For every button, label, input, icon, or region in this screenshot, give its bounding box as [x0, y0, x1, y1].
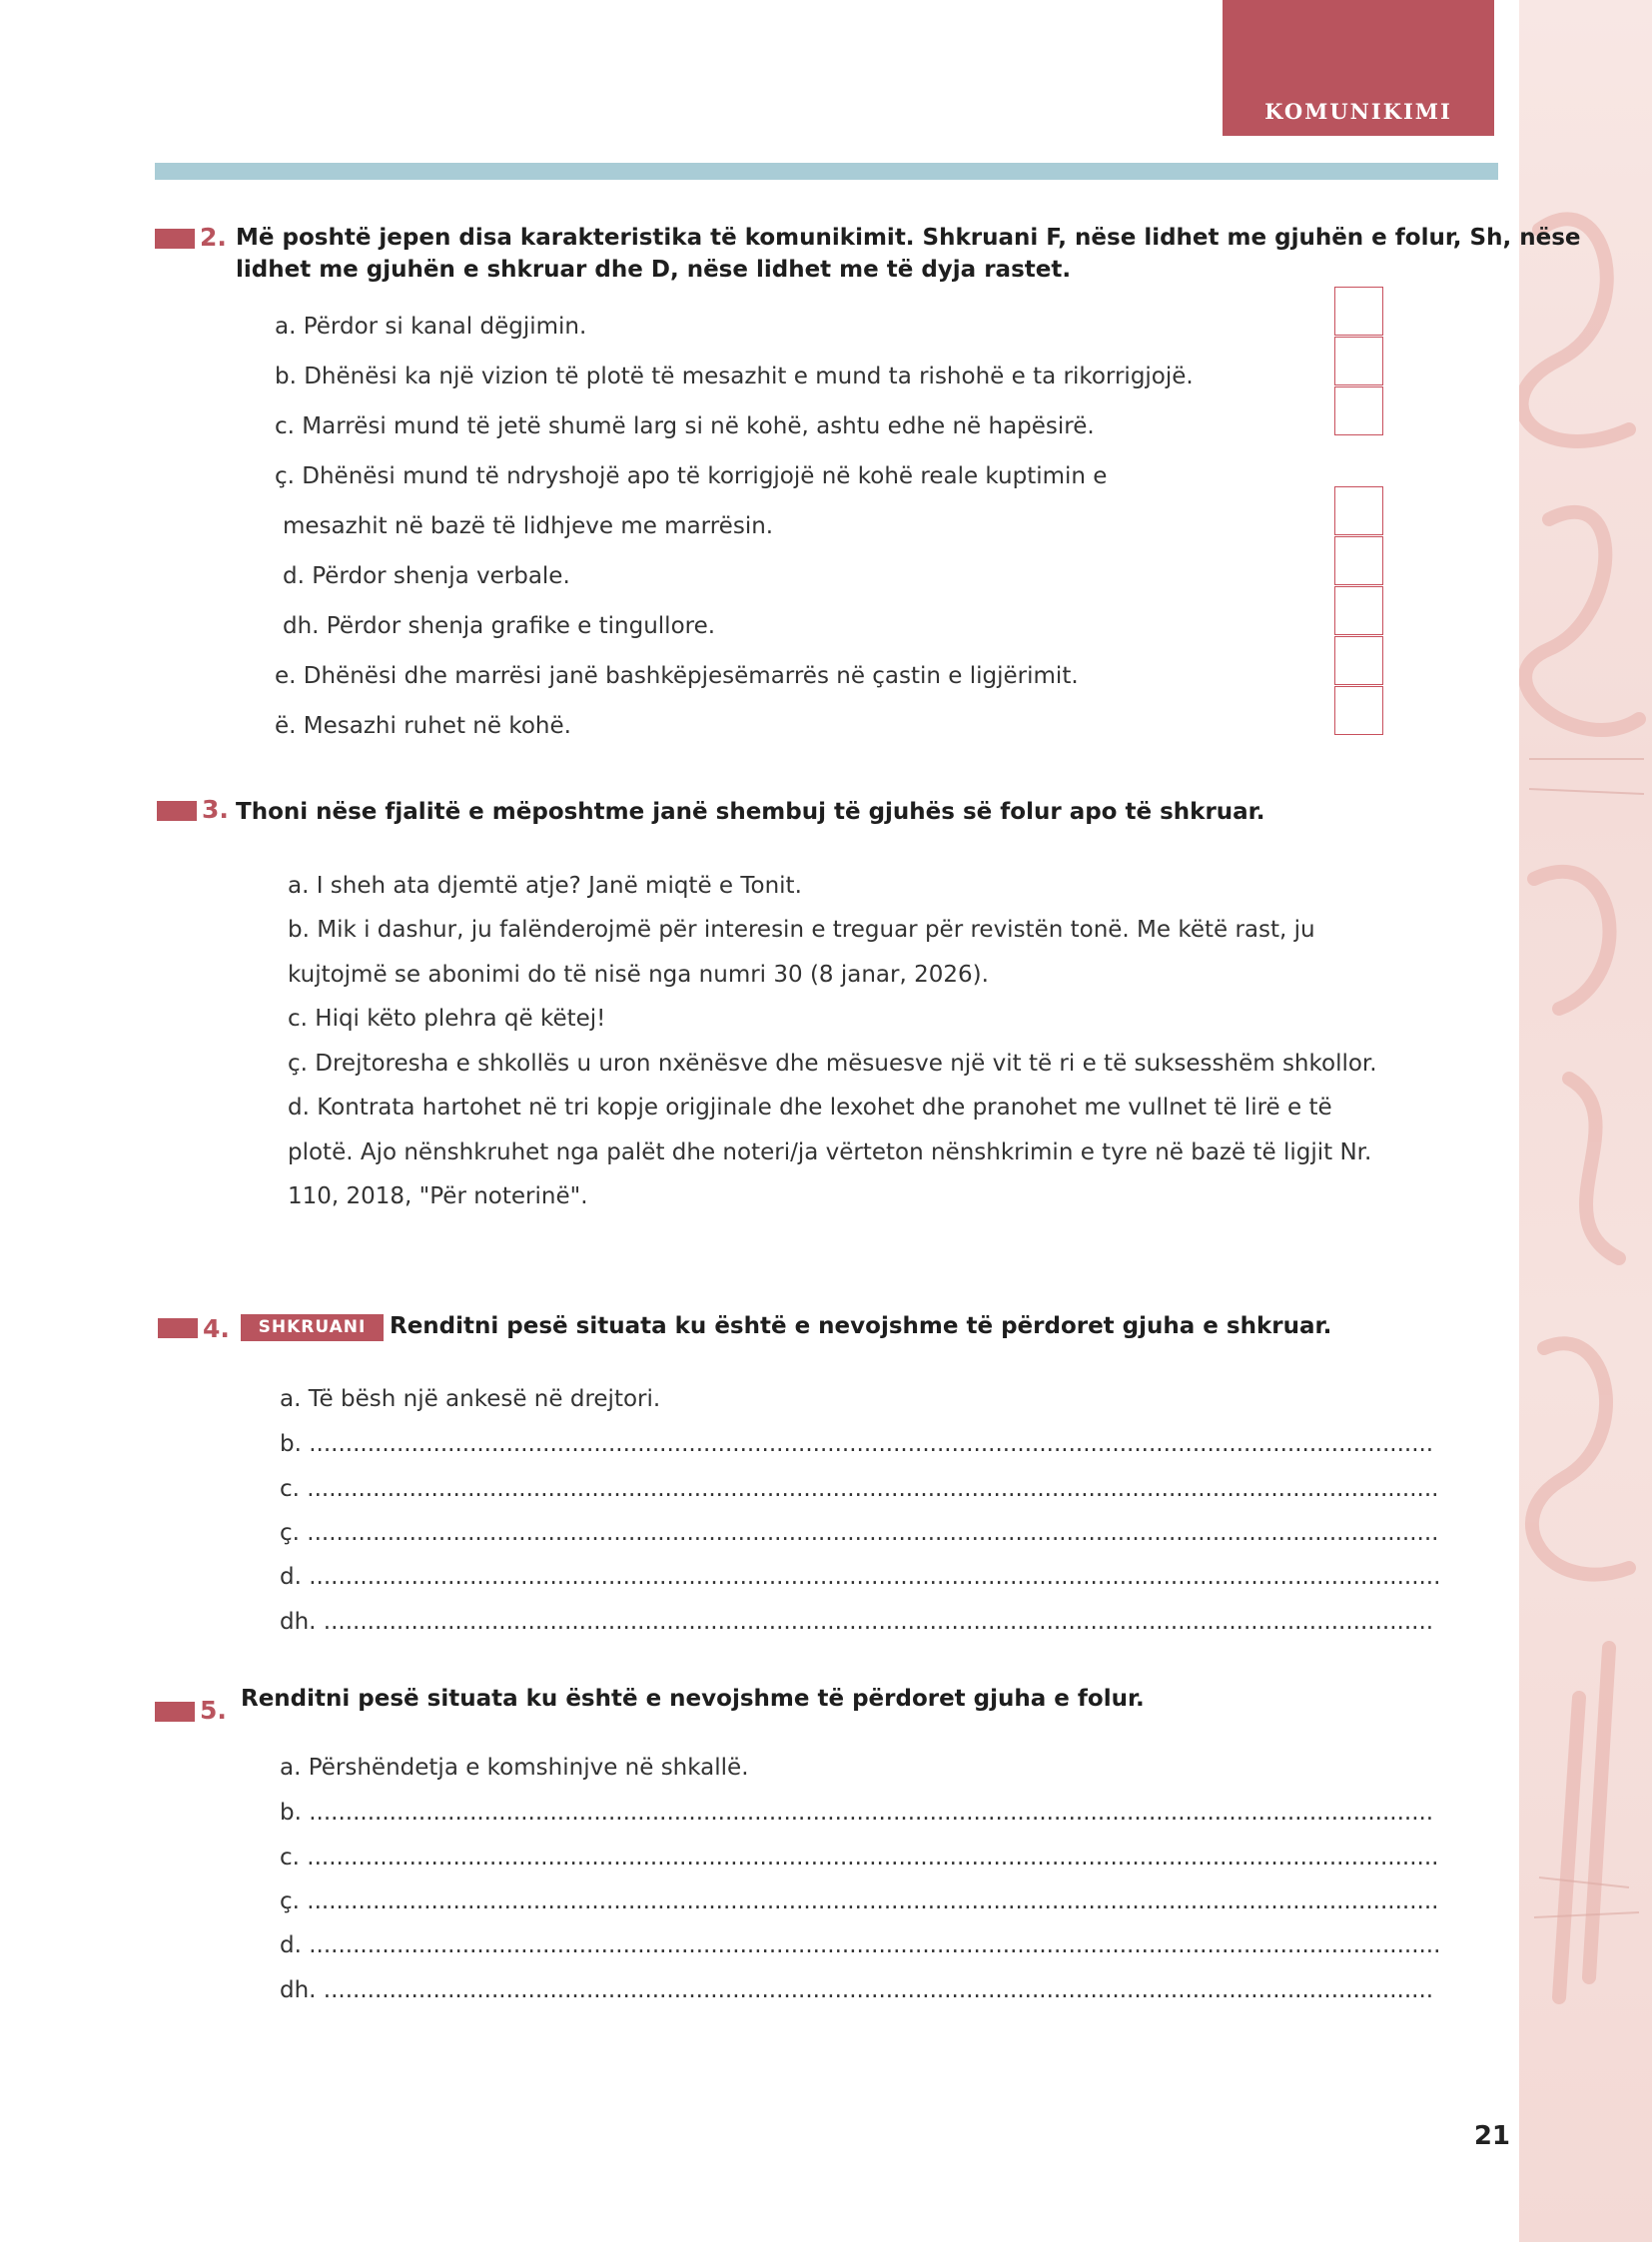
q5-line-cc[interactable]: ç. ...........................................................................................................................................................	[280, 1888, 1439, 1914]
q2-item-a: a. Përdor si kanal dëgjimin.	[275, 314, 587, 340]
q3-line-c: c. Hiqi këto plehra që këtej!	[288, 1006, 606, 1032]
q2-item-b: b. Dhënësi ka një vizion të plotë të mesazhit e mund ta rishohë e ta rikorrigjojë.	[275, 364, 1194, 389]
answer-box-e[interactable]	[1334, 636, 1383, 685]
answer-box-c[interactable]	[1334, 386, 1383, 435]
question-marker	[155, 1702, 195, 1722]
q5-line-d[interactable]: d. ...........................................................................................................................................................	[280, 1932, 1441, 1958]
q4-line-b[interactable]: b. ..........................................................................................................................................................	[280, 1431, 1434, 1457]
q4-line-dh[interactable]: dh. ........................................................................................................................................................	[280, 1609, 1434, 1635]
page-number: 21	[1473, 2121, 1510, 2151]
q3-line-b: b. Mik i dashur, ju falënderojmë për interesin e treguar për revistën tonë. Me këtë rast, ju	[288, 917, 1315, 943]
write-badge: SHKRUANI	[241, 1314, 384, 1341]
q4-line-a: a. Të bësh një ankesë në drejtori.	[280, 1386, 661, 1412]
question-4-number: 4.	[203, 1314, 230, 1343]
q4-line-cc[interactable]: ç. ...........................................................................................................................................................	[280, 1520, 1439, 1546]
question-marker	[158, 1318, 198, 1338]
question-3-number: 3.	[202, 795, 229, 824]
answer-box-ee[interactable]	[1334, 686, 1383, 735]
question-marker	[155, 229, 195, 249]
answer-box-dh[interactable]	[1334, 586, 1383, 635]
question-marker	[157, 801, 197, 821]
question-2-number: 2.	[200, 223, 227, 252]
answer-box-d[interactable]	[1334, 536, 1383, 585]
answer-box-a[interactable]	[1334, 287, 1383, 336]
q2-item-cc: ç. Dhënësi mund të ndryshojë apo të korrigjojë në kohë reale kuptimin e	[275, 463, 1108, 489]
question-3-text: Thoni nëse fjalitë e mëposhtme janë shembuj të gjuhës së folur apo të shkruar.	[236, 799, 1265, 825]
decorative-side-strip	[1519, 0, 1652, 2242]
q3-line-cc: ç. Drejtoresha e shkollës u uron nxënësve dhe mësuesve një vit të ri e të suksesshëm shkollor.	[288, 1051, 1377, 1077]
header-rule	[155, 163, 1498, 180]
answer-box-b[interactable]	[1334, 337, 1383, 385]
brush-script-decoration	[1519, 0, 1652, 2242]
question-2-text-line2: lidhet me gjuhën e shkruar dhe D, nëse lidhet me të dyja rastet.	[236, 257, 1072, 283]
q3-line-d-cont: plotë. Ajo nënshkruhet nga palët dhe noteri/ja vërteton nënshkrimin e tyre në bazë të ligjit Nr.	[288, 1139, 1372, 1165]
q3-line-a: a. I sheh ata djemtë atje? Janë miqtë e Tonit.	[288, 873, 802, 899]
answer-box-cc[interactable]	[1334, 486, 1383, 535]
q3-line-d-cont2: 110, 2018, "Për noterinë".	[288, 1183, 588, 1209]
q3-line-d: d. Kontrata hartohet në tri kopje origjinale dhe lexohet dhe pranohet me vullnet të lirë e të	[288, 1095, 1332, 1121]
q5-line-c[interactable]: c. ...........................................................................................................................................................	[280, 1845, 1439, 1870]
question-2-text-line1: Më poshtë jepen disa karakteristika të komunikimit. Shkruani F, nëse lidhet me gjuhën e folur, Sh, nëse	[236, 225, 1581, 251]
q2-item-ee: ë. Mesazhi ruhet në kohë.	[275, 713, 571, 739]
question-5-number: 5.	[200, 1696, 227, 1725]
q4-line-c[interactable]: c. ...........................................................................................................................................................	[280, 1476, 1439, 1502]
q2-item-cc-cont: mesazhit në bazë të lidhjeve me marrësin.	[283, 513, 774, 539]
q5-line-a: a. Përshëndetja e komshinjve në shkallë.	[280, 1755, 749, 1781]
q2-item-d: d. Përdor shenja verbale.	[283, 563, 570, 589]
q2-item-c: c. Marrësi mund të jetë shumë larg si në kohë, ashtu edhe në hapësirë.	[275, 413, 1095, 439]
q4-line-d[interactable]: d. ...........................................................................................................................................................	[280, 1564, 1441, 1590]
section-header-tab	[1223, 0, 1494, 136]
q2-item-dh: dh. Përdor shenja grafike e tingullore.	[283, 613, 716, 639]
q5-line-dh[interactable]: dh. ........................................................................................................................................................	[280, 1977, 1434, 2003]
q3-line-b-cont: kujtojmë se abonimi do të nisë nga numri 30 (8 janar, 2026).	[288, 962, 989, 988]
q2-item-e: e. Dhënësi dhe marrësi janë bashkëpjesëmarrës në çastin e ligjërimit.	[275, 663, 1079, 689]
q5-line-b[interactable]: b. ..........................................................................................................................................................	[280, 1800, 1434, 1826]
question-5-text: Renditni pesë situata ku është e nevojshme të përdoret gjuha e folur.	[241, 1686, 1145, 1712]
section-title: KOMUNIKIMI	[1264, 99, 1452, 124]
question-4-text: Renditni pesë situata ku është e nevojshme të përdoret gjuha e shkruar.	[390, 1313, 1332, 1339]
